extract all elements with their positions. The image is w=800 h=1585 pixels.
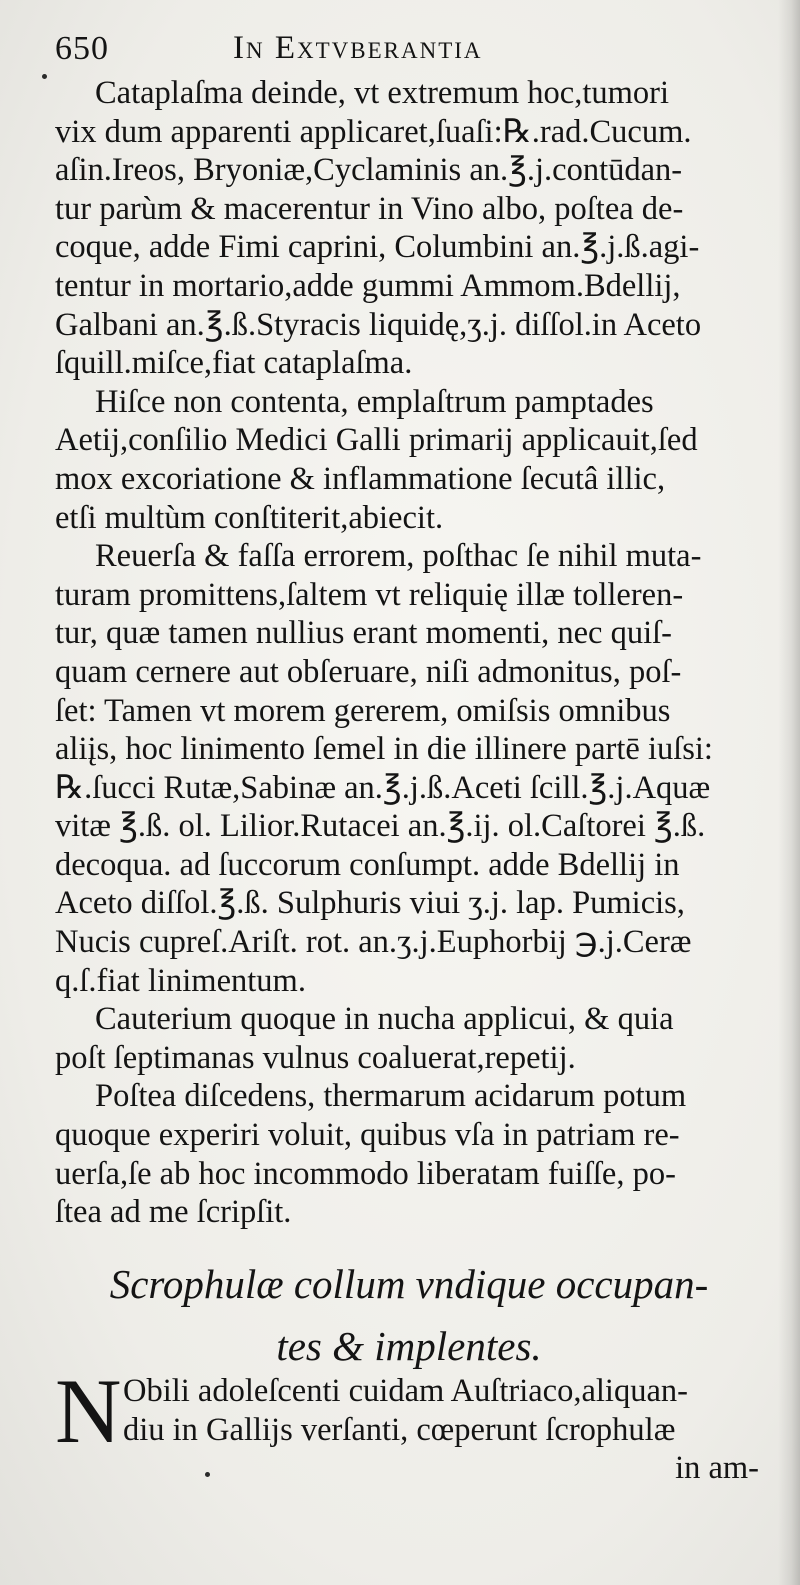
- text-line: Cauterium quoque in nucha applicui, & quia: [95, 1001, 674, 1038]
- running-head: In Extvberantia: [233, 30, 483, 66]
- ink-speck: [42, 74, 47, 79]
- text-line: diu in Gallijs verſanti, cœperunt ſcrophulæ: [123, 1411, 676, 1448]
- paragraph-cauterium: [55, 1000, 763, 1077]
- page-header: [55, 26, 755, 72]
- paragraph-cataplasm: [55, 74, 763, 383]
- text-line: ſquill.miſce,fiat cataplaſma.: [55, 345, 413, 382]
- text-line: coque, adde Fimi caprini, Columbini an.℥.j.ß.agi-: [55, 229, 700, 266]
- text-line: quam cernere aut obſeruare, niſi admonitus, poſ-: [55, 653, 682, 690]
- text-line: ℞.ſucci Rutæ,Sabinæ an.℥.j.ß.Aceti ſcill.℥.j.Aquæ: [55, 769, 711, 806]
- text-line: vix dum apparenti applicaret,ſuaſi:℞.rad.Cucum.: [55, 113, 692, 150]
- paragraph-linimentum: [55, 537, 763, 1000]
- text-line: Reuerſa & faſſa errorem, poſthac ſe nihil muta-: [95, 538, 702, 575]
- text-line: Poſtea diſcedens, thermarum acidarum potum: [95, 1078, 687, 1115]
- text-line: tur, quæ tamen nullius erant momenti, nec quiſ-: [55, 615, 672, 652]
- body-text: [55, 74, 763, 1232]
- text-line: aſin.Ireos, Bryoniæ,Cyclaminis an.℥.j.contūdan-: [55, 152, 683, 189]
- paragraph-scrophulae: [55, 1360, 763, 1488]
- paragraph-thermae: [55, 1077, 763, 1231]
- text-line: turam promittens,ſaltem vt reliquię illæ tolleren-: [55, 576, 684, 613]
- text-line: uerſa,ſe ab hoc incommodo liberatam fuiſſe, po-: [55, 1155, 676, 1192]
- section-heading: [55, 1253, 763, 1377]
- text-line: ſet: Tamen vt morem gererem, omiſsis omnibus: [55, 692, 671, 729]
- text-line: decoqua. ad ſuccorum conſumpt. adde Bdellij in: [55, 846, 680, 883]
- text-line: Obili adoleſcenti cuidam Auſtriaco,aliquan-: [123, 1373, 688, 1409]
- text-line: q.ſ.fiat linimentum.: [55, 962, 306, 999]
- catchword: in am-: [675, 1450, 759, 1487]
- section-heading-line: tes & implentes.: [276, 1323, 542, 1369]
- ink-speck: [205, 1472, 210, 1477]
- text-line: ſtea ad me ſcripſit.: [55, 1194, 292, 1231]
- text-line: poſt ſeptimanas vulnus coaluerat,repetij.: [55, 1039, 576, 1076]
- text-line: tur parùm & macerentur in Vino albo, poſtea de-: [55, 190, 684, 227]
- drop-cap: N: [55, 1360, 122, 1462]
- text-line: Cataplaſma deinde, vt extremum hoc,tumori: [95, 75, 670, 111]
- section-heading-line: Scrophulæ collum vndique occupan-: [109, 1261, 709, 1307]
- text-line: tentur in mortario,adde gummi Ammom.Bdellij,: [55, 267, 681, 304]
- text-line: Hiſce non contenta, emplaſtrum pamptades: [95, 383, 654, 420]
- text-line: Aceto diſſol.℥.ß. Sulphuris viui ʒ.j. lap. Pumicis,: [55, 885, 685, 922]
- text-line: Aetij,conſilio Medici Galli primarij applicauit,ſed: [55, 422, 698, 459]
- text-line: Nucis cupreſ.Ariſt. rot. an.ʒ.j.Euphorbij ℈.j.Ceræ: [55, 924, 692, 961]
- text-line: vitæ ℥.ß. ol. Lilior.Rutacei an.℥.ij. ol.Caſtorei ℥.ß.: [55, 808, 706, 845]
- text-line: quoque experiri voluit, quibus vſa in patriam re-: [55, 1117, 680, 1154]
- text-line: etſi multùm conſtiterit,abiecit.: [55, 499, 444, 536]
- text-line: aliįs, hoc linimento ſemel in die illinere partē iuſsi:: [55, 731, 713, 768]
- paragraph-emplastrum: [55, 383, 763, 537]
- text-line: mox excoriatione & inflammatione ſecutâ illic,: [55, 460, 666, 497]
- text-line: Galbani an.℥.ß.Styracis liquidę,ʒ.j. diſſol.in Aceto: [55, 306, 702, 343]
- page-number: 650: [55, 30, 109, 67]
- page-gutter-shadow: [778, 0, 800, 1585]
